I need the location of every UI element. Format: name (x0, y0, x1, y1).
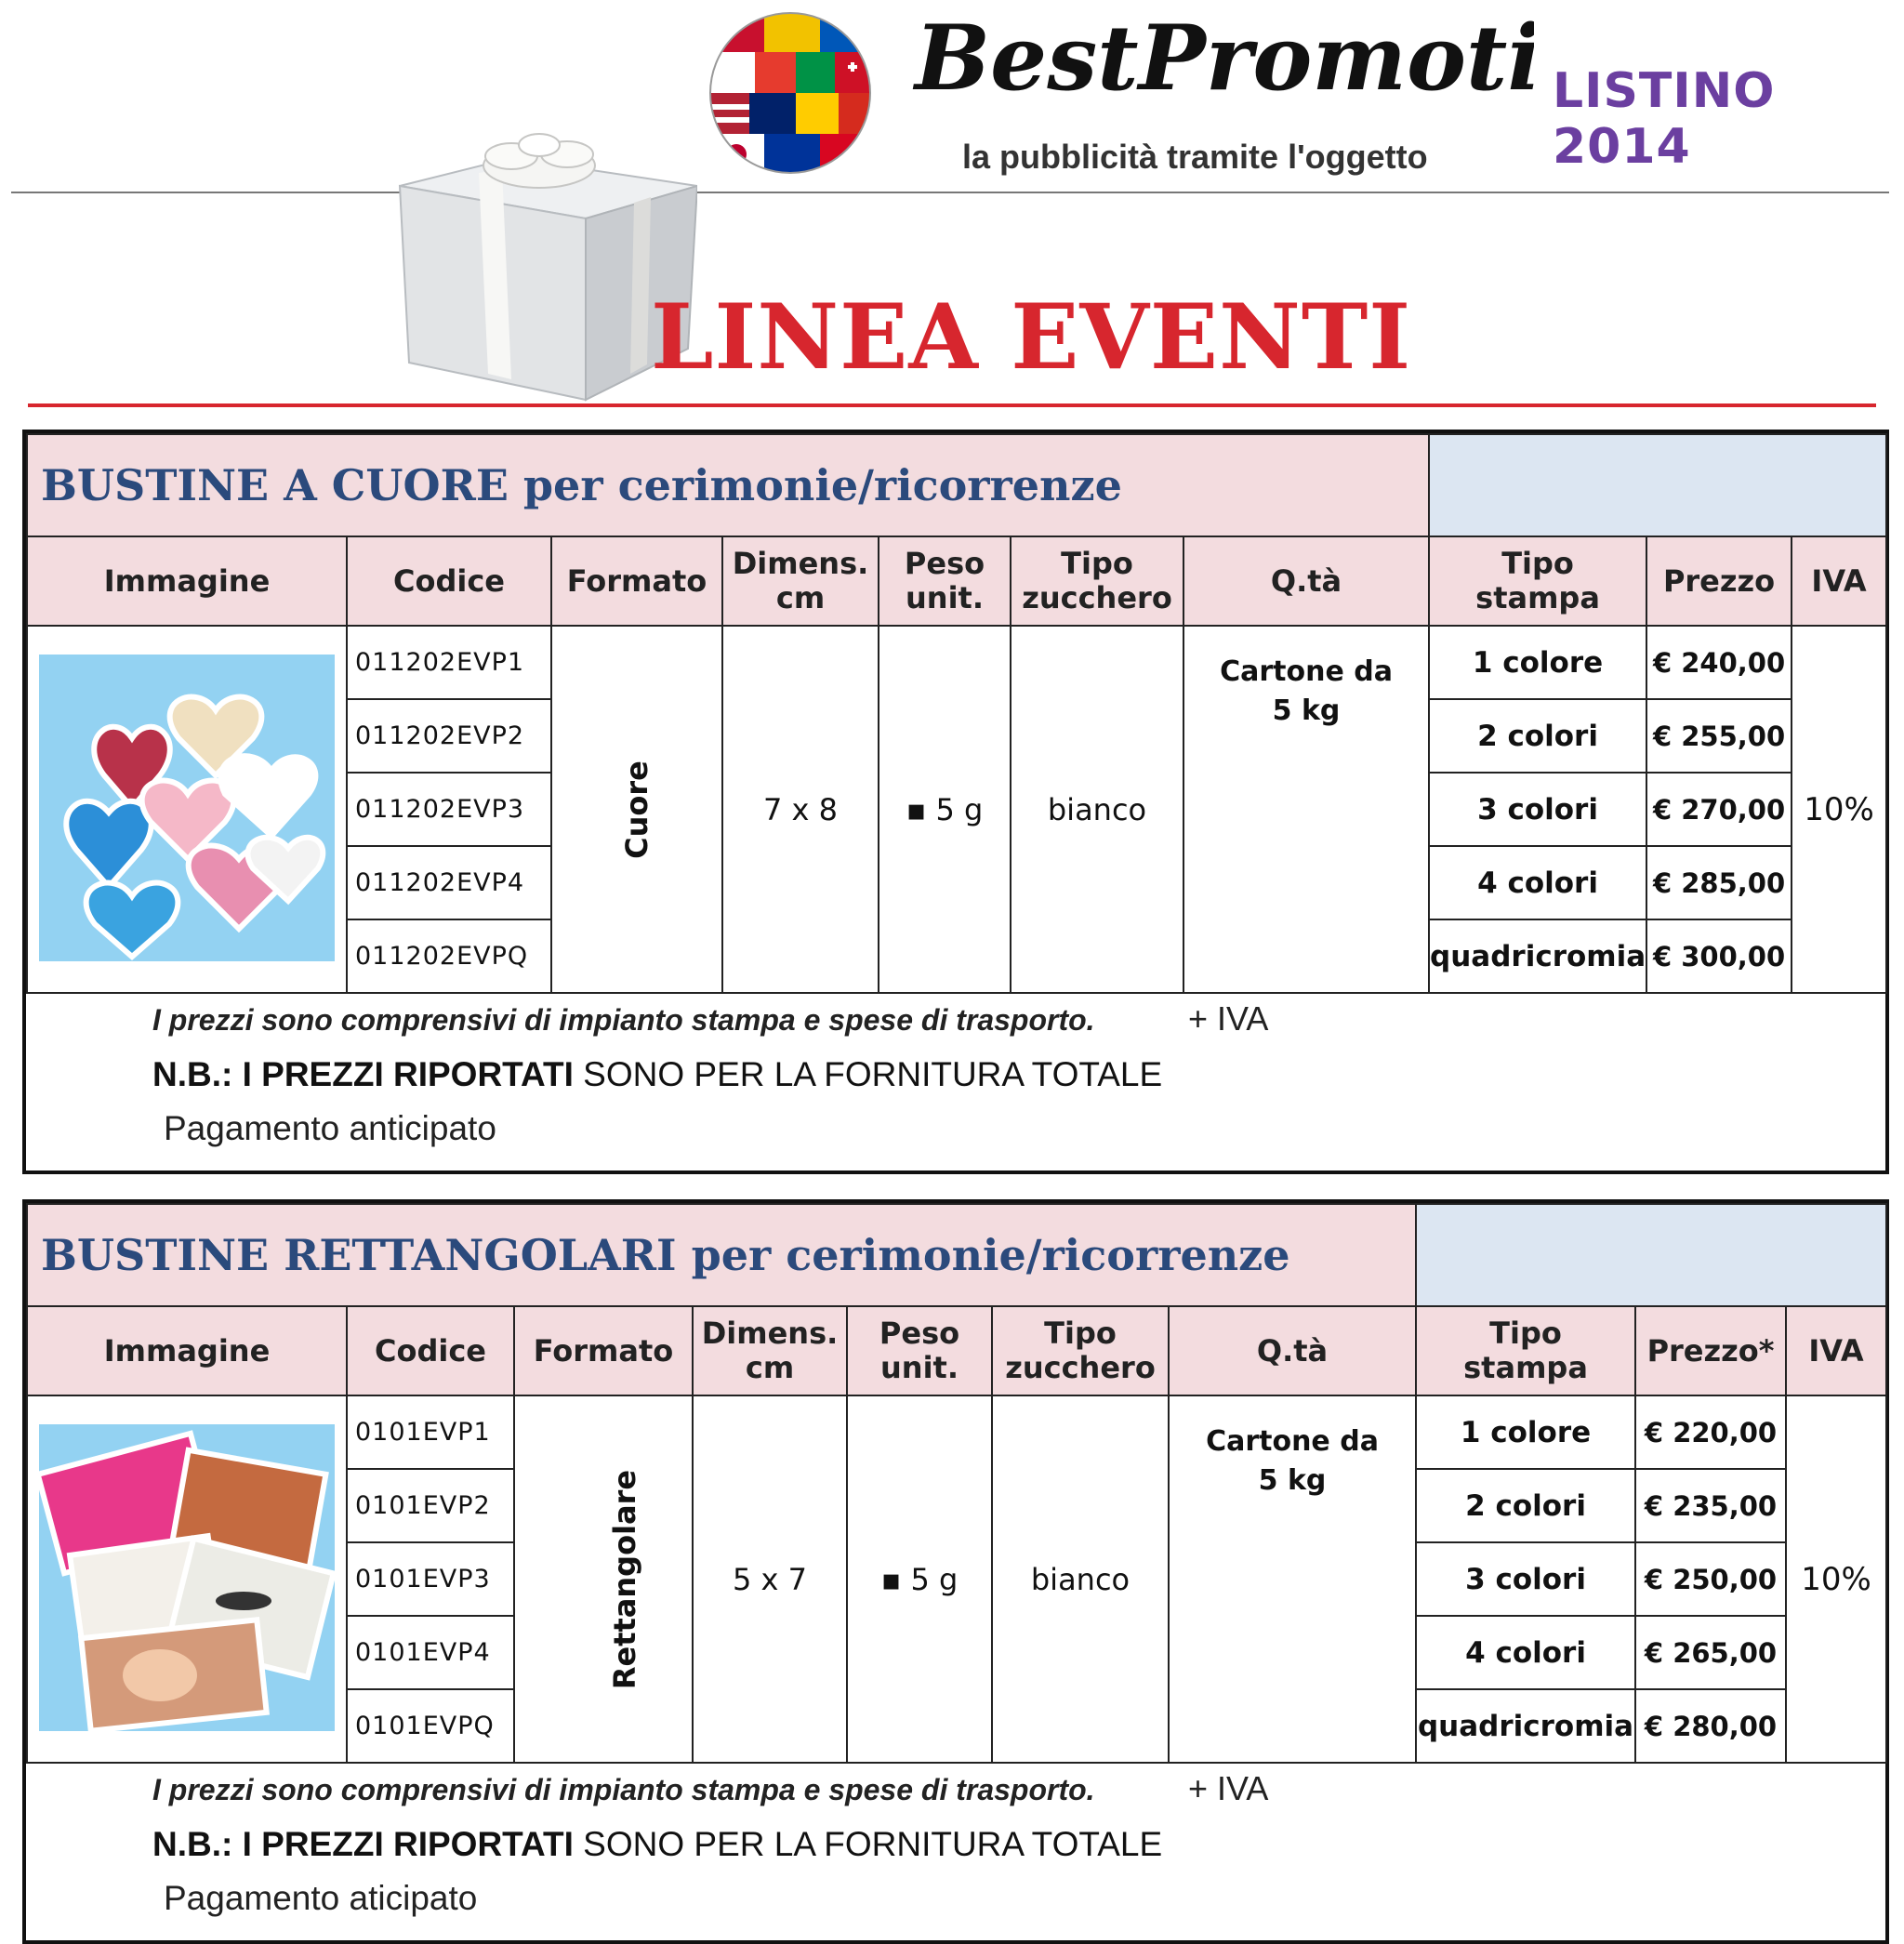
zucchero-value: bianco (1011, 626, 1183, 993)
price-value: € 255,00 (1646, 699, 1792, 773)
note-plus-iva: + IVA (1188, 1769, 1269, 1807)
qta-value: Cartone da 5 kg (1183, 626, 1429, 993)
stampa-value: quadricromia (1429, 919, 1646, 993)
stampa-value: 3 colori (1416, 1542, 1635, 1616)
dimens-value: 7 x 8 (722, 626, 879, 993)
col-header-immagine: Immagine (27, 1306, 347, 1395)
product-code: 0101EVP1 (347, 1395, 514, 1469)
col-header-prezzo: Prezzo* (1635, 1306, 1786, 1395)
product-code: 011202EVP1 (347, 626, 551, 699)
product-image-cell (27, 1395, 347, 1763)
note-fornitura (152, 1825, 1162, 1864)
product-code: 011202EVP4 (347, 846, 551, 919)
note-pagamento: Pagamento anticipato (164, 1109, 496, 1147)
stampa-value: 3 colori (1429, 773, 1646, 846)
price-table (26, 1203, 1887, 1764)
heart-sugar-packets-image (39, 655, 335, 961)
page-title: LINEA EVENTI (651, 284, 1412, 390)
header-divider (11, 192, 1889, 193)
section-cuore (22, 430, 1889, 1174)
col-header-formato: Formato (551, 536, 722, 626)
col-header-qta: Q.tà (1183, 536, 1429, 626)
col-header-codice: Codice (347, 536, 551, 626)
price-table (26, 433, 1887, 994)
qta-value: Cartone da 5 kg (1169, 1395, 1416, 1763)
iva-value: 10% (1792, 626, 1886, 993)
col-header-zucchero: Tipo zucchero (1011, 536, 1183, 626)
note-nb-bold: N.B.: I PREZZI RIPORTATI (152, 1825, 574, 1863)
product-image-cell (27, 626, 347, 993)
stampa-value: 1 colore (1429, 626, 1646, 699)
price-value: € 250,00 (1635, 1542, 1786, 1616)
price-value: € 280,00 (1635, 1689, 1786, 1763)
col-header-peso: Peso unit. (879, 536, 1011, 626)
title-underline (28, 403, 1876, 407)
formato-cell (514, 1395, 693, 1763)
note-prices-included: I prezzi sono comprensivi di impianto stampa e spese di trasporto. (152, 1003, 1095, 1037)
note-fornitura (152, 1055, 1162, 1094)
zucchero-value: bianco (992, 1395, 1169, 1763)
stampa-value: 4 colori (1416, 1616, 1635, 1689)
brand-logotype: BestPromoti (915, 6, 1534, 111)
section-title-cell (27, 434, 1429, 536)
col-header-peso: Peso unit. (847, 1306, 992, 1395)
stampa-value: 2 colori (1429, 699, 1646, 773)
dimens-value: 5 x 7 (693, 1395, 847, 1763)
col-header-stampa: Tipo stampa (1429, 536, 1646, 626)
peso-value: ▪ 5 g (847, 1395, 992, 1763)
product-code: 0101EVP4 (347, 1616, 514, 1689)
col-header-codice: Codice (347, 1306, 514, 1395)
formato-value: Rettangolare (607, 1469, 643, 1689)
price-value: € 220,00 (1635, 1395, 1786, 1469)
col-header-iva: IVA (1792, 536, 1886, 626)
stampa-value: 2 colori (1416, 1469, 1635, 1542)
section-notes (26, 1764, 1885, 1940)
product-code: 0101EVP2 (347, 1469, 514, 1542)
col-header-stampa: Tipo stampa (1416, 1306, 1635, 1395)
section-notes (26, 994, 1885, 1170)
note-plus-iva: + IVA (1188, 999, 1269, 1038)
stampa-value: 4 colori (1429, 846, 1646, 919)
tagline: la pubblicità tramite l'oggetto (962, 138, 1428, 176)
note-nb-rest: SONO PER LA FORNITURA TOTALE (573, 1055, 1163, 1093)
price-value: € 285,00 (1646, 846, 1792, 919)
note-pagamento: Pagamento aticipato (164, 1879, 478, 1917)
price-value: € 300,00 (1646, 919, 1792, 993)
col-header-zucchero: Tipo zucchero (992, 1306, 1169, 1395)
product-code: 011202EVP3 (347, 773, 551, 846)
stampa-value: quadricromia (1416, 1689, 1635, 1763)
col-header-qta: Q.tà (1169, 1306, 1416, 1395)
note-prices-included: I prezzi sono comprensivi di impianto stampa e spese di trasporto. (152, 1773, 1095, 1806)
col-header-prezzo: Prezzo (1646, 536, 1792, 626)
col-header-dimens: Dimens. cm (722, 536, 879, 626)
col-header-immagine: Immagine (27, 536, 347, 626)
iva-value: 10% (1786, 1395, 1886, 1763)
section-title-blank (1416, 1204, 1886, 1306)
col-header-formato: Formato (514, 1306, 693, 1395)
section-rettangolari (22, 1199, 1889, 1944)
product-code: 0101EVP3 (347, 1542, 514, 1616)
price-value: € 265,00 (1635, 1616, 1786, 1689)
listino-label: LISTINO 2014 (1553, 63, 1776, 175)
stampa-value: 1 colore (1416, 1395, 1635, 1469)
section-title: BUSTINE RETTANGOLARI per cerimonie/ricorrenze (41, 1230, 1290, 1280)
formato-cell (551, 626, 722, 993)
col-header-dimens: Dimens. cm (693, 1306, 847, 1395)
product-code: 011202EVPQ (347, 919, 551, 993)
price-value: € 235,00 (1635, 1469, 1786, 1542)
globe-flags-logo (708, 11, 872, 175)
price-value: € 240,00 (1646, 626, 1792, 699)
product-code: 011202EVP2 (347, 699, 551, 773)
price-value: € 270,00 (1646, 773, 1792, 846)
section-title-blank (1429, 434, 1886, 536)
bestpromotion-logo (911, 4, 1534, 112)
formato-value: Cuore (618, 760, 654, 859)
section-title: BUSTINE A CUORE per cerimonie/ricorrenze (41, 460, 1122, 510)
note-nb-bold: N.B.: I PREZZI RIPORTATI (152, 1055, 574, 1093)
section-title-cell (27, 1204, 1416, 1306)
note-nb-rest: SONO PER LA FORNITURA TOTALE (573, 1825, 1163, 1863)
peso-value: ▪ 5 g (879, 626, 1011, 993)
col-header-iva: IVA (1786, 1306, 1886, 1395)
rectangular-sugar-packets-image (39, 1424, 335, 1731)
product-code: 0101EVPQ (347, 1689, 514, 1763)
